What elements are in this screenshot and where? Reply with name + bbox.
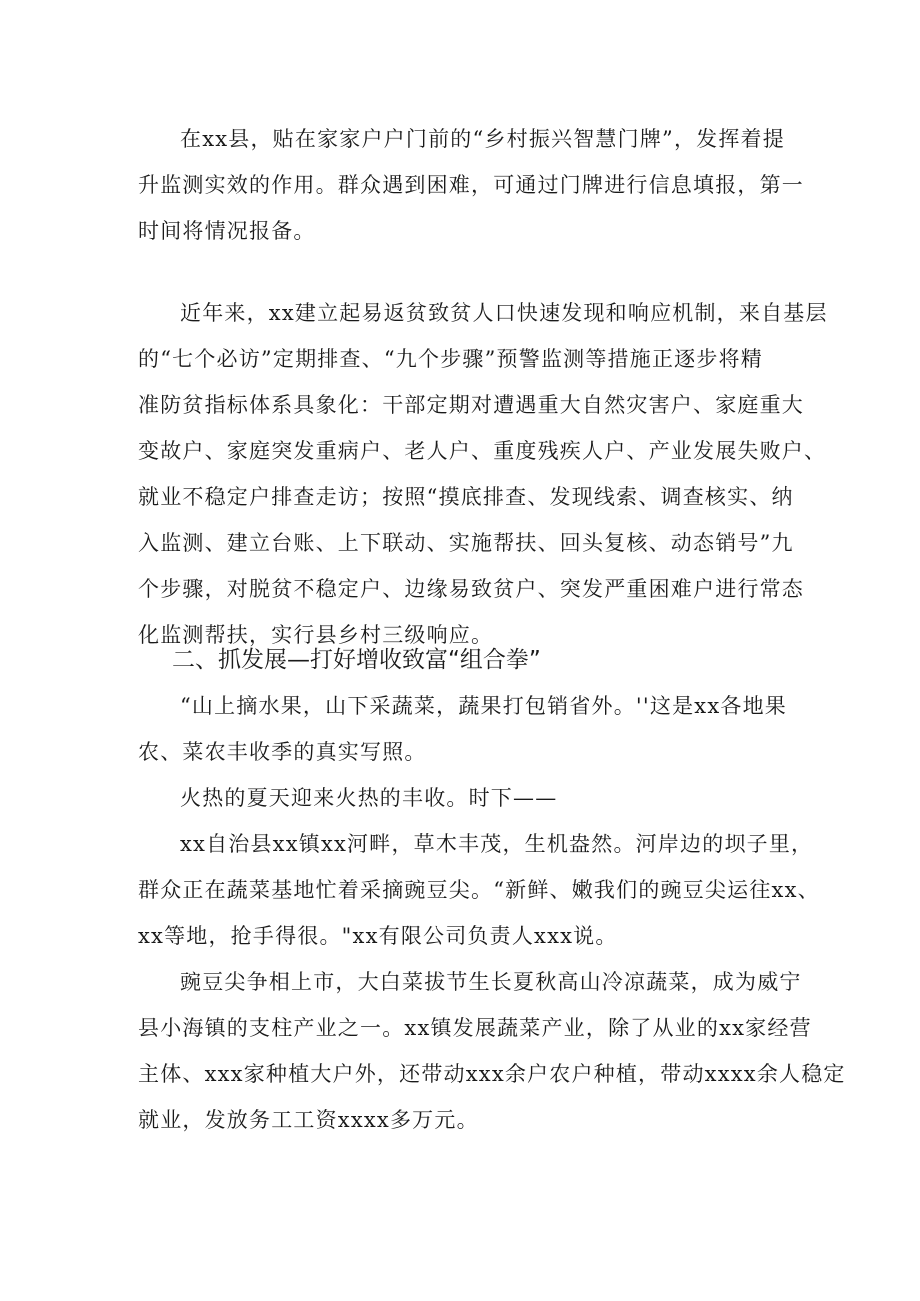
text-line: 时间将情况报备。 xyxy=(138,219,316,243)
text-line: 升监测实效的作用。群众遇到困难，可通过门牌进行信息填报，第一 xyxy=(138,173,804,197)
text-line: 准防贫指标体系具象化：干部定期对遭遇重大自然灾害户、家庭重大 xyxy=(138,393,804,417)
text-line: 就业，发放务工工资xxxx多万元。 xyxy=(138,1108,479,1132)
text-line: 县小海镇的支柱产业之一。xx镇发展蔬菜产业，除了从业的xx家经营 xyxy=(138,1016,812,1040)
text-line: xx自治县xx镇xx河畔，草木丰茂，生机盎然。河岸边的坝子里， xyxy=(180,832,814,856)
text-line: xx等地，抢手得很。"xx有限公司负责人xxx说。 xyxy=(138,924,618,948)
text-line: 豌豆尖争相上市，大白菜拔节生长夏秋高山冷凉蔬菜，成为威宁 xyxy=(180,970,802,994)
text-line: 入监测、建立台账、上下联动、实施帮扶、回头复核、动态销号”九 xyxy=(138,531,794,555)
section-development xyxy=(138,637,846,1143)
text-line: 变故户、家庭突发重病户、老人户、重度残疾人户、产业发展失败户、 xyxy=(138,439,827,463)
text-line: 在xx县，贴在家家户户门前的“乡村振兴智慧门牌”，发挥着提 xyxy=(180,127,785,151)
text-line: 就业不稳定户排查走访；按照“摸底排查、发现线索、调查核实、纳 xyxy=(138,485,794,509)
section-heading: 二、抓发展—打好增收致富“组合拳” xyxy=(172,647,541,673)
text-line: 化监测帮扶，实行县乡村三级响应。 xyxy=(138,623,494,647)
text-line: 个步骤，对脱贫不稳定户、边缘易致贫户、突发严重困难户进行常态 xyxy=(138,577,804,601)
text-line: 主体、xxx家种植大户外，还带动xxx余户农户种植，带动xxxx余人稳定 xyxy=(138,1062,846,1086)
paragraph-doorplate xyxy=(138,116,804,254)
text-line: “山上摘水果，山下采蔬菜，蔬果打包销省外。''这是xx各地果 xyxy=(180,694,787,718)
text-line: 的“七个必访”定期排查、“九个步骤”预警监测等措施正逐步将精 xyxy=(138,347,763,371)
text-line: 农、菜农丰收季的真实写照。 xyxy=(138,740,427,764)
text-line: 近年来，xx建立起易返贫致贫人口快速发现和响应机制，来自基层 xyxy=(180,301,828,325)
text-line: 火热的夏天迎来火热的丰收。时下—— xyxy=(180,786,558,810)
paragraph-monitoring-mechanism xyxy=(138,290,828,658)
text-line: 群众正在蔬菜基地忙着采摘豌豆尖。“新鲜、嫩我们的豌豆尖运往xx、 xyxy=(138,878,820,902)
